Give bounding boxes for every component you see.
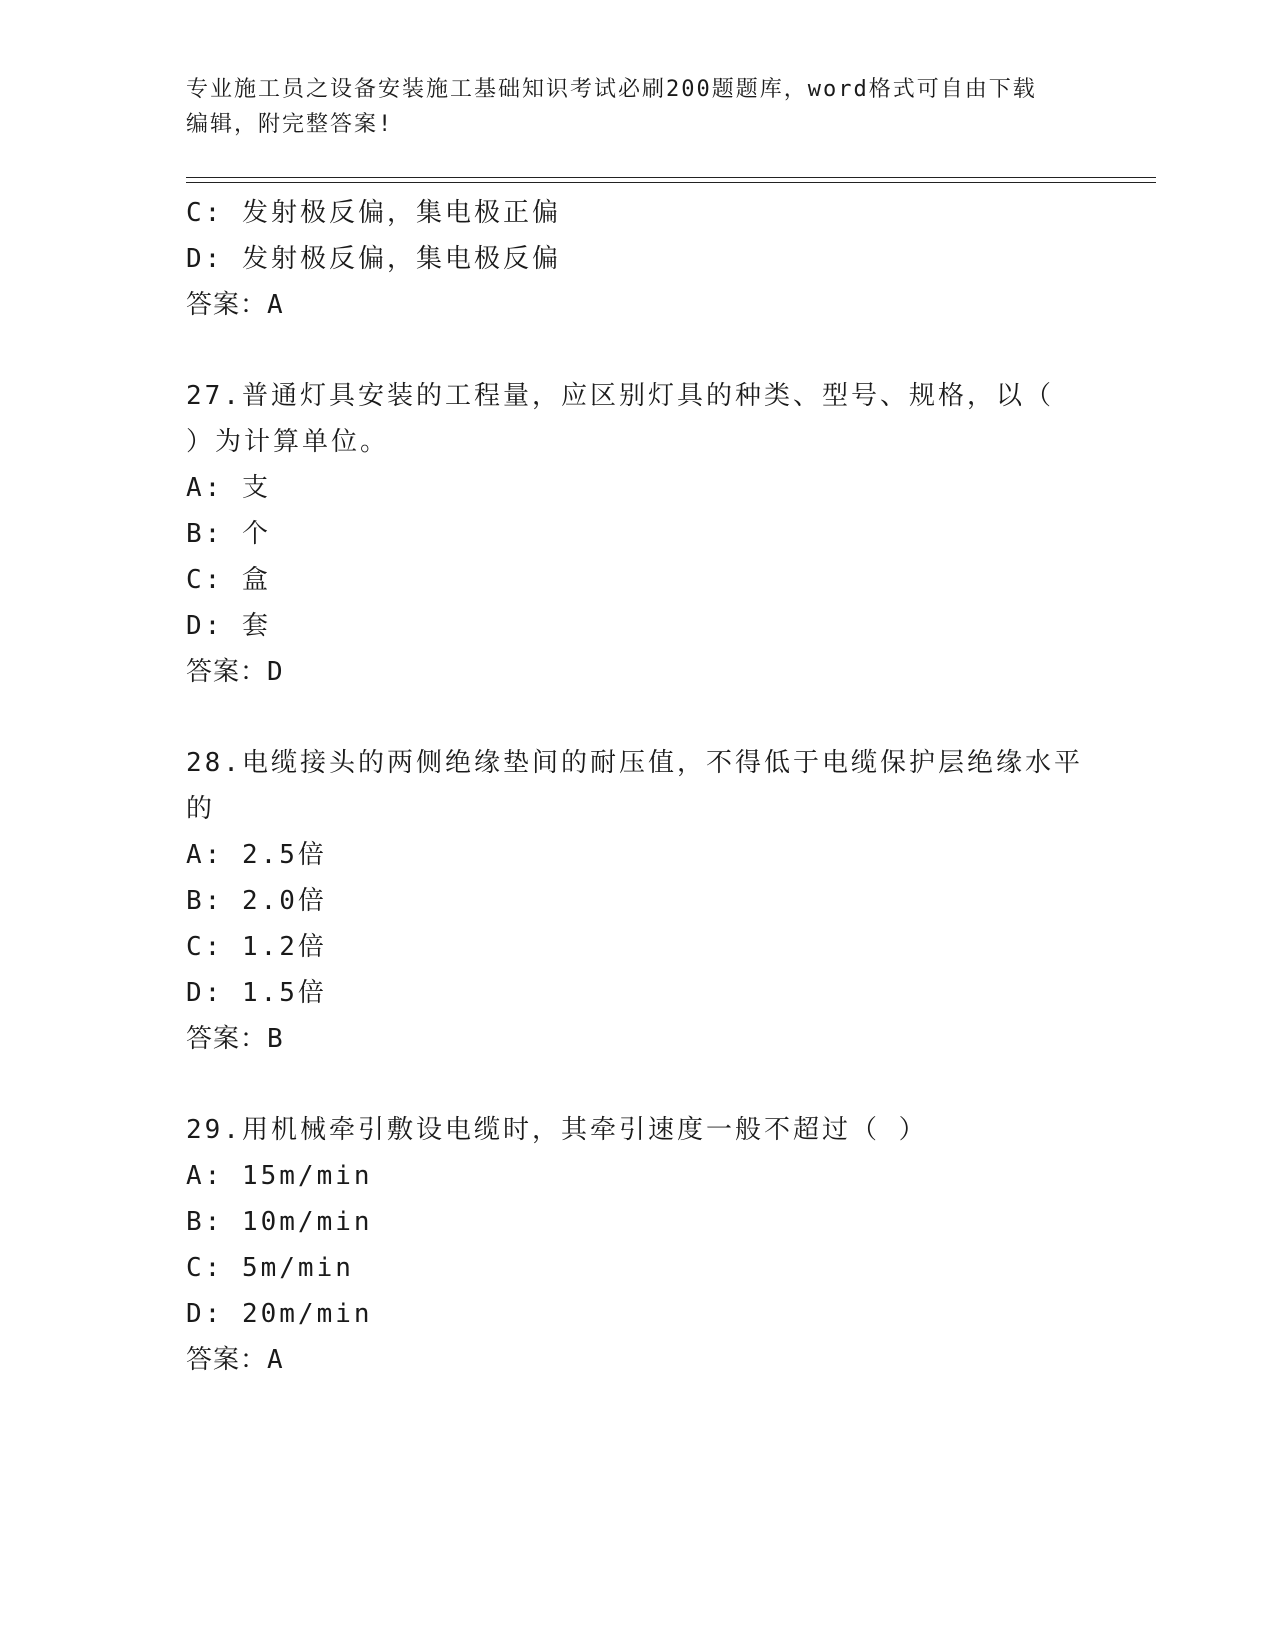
option-d: D: 20m/min [186, 1299, 373, 1329]
option-a: A: 2.5倍 [186, 840, 327, 870]
answer-line: 答案：B [186, 1024, 284, 1054]
option-d: D: 套 [186, 611, 271, 641]
question-stem: 29.用机械牵引敷设电缆时，其牵引速度一般不超过（ ） [186, 1115, 928, 1145]
option-b: B: 2.0倍 [186, 886, 327, 916]
document-header [186, 72, 1066, 142]
question-stem-continued: ）为计算单位。 [186, 427, 390, 457]
question-29 [186, 1107, 1086, 1383]
question-27 [186, 373, 1086, 695]
header-line-2: 编辑，附完整答案! [186, 112, 394, 137]
answer-line: 答案：D [186, 657, 284, 687]
option-a: A: 支 [186, 473, 271, 503]
option-b: B: 个 [186, 519, 271, 549]
option-a: A: 15m/min [186, 1161, 373, 1191]
question-28 [186, 740, 1086, 1062]
answer-line: 答案：A [186, 290, 284, 320]
question-stem: 28.电缆接头的两侧绝缘垫间的耐压值，不得低于电缆保护层绝缘水平 [186, 748, 1083, 778]
option-c: C: 5m/min [186, 1253, 354, 1283]
option-c: C: 盒 [186, 565, 271, 595]
answer-line: 答案：A [186, 1345, 284, 1375]
question-stem-continued: 的 [186, 794, 216, 824]
question-stem: 27.普通灯具安装的工程量，应区别灯具的种类、型号、规格，以（ [186, 381, 1054, 411]
document-body [186, 190, 1086, 1383]
option-d: D: 发射极反偏，集电极反偏 [186, 244, 561, 274]
option-c: C: 1.2倍 [186, 932, 327, 962]
header-line-1: 专业施工员之设备安装施工基础知识考试必刷200题题库，word格式可自由下载 [186, 77, 1037, 102]
spacer [186, 1062, 1086, 1107]
header-divider-bottom [186, 182, 1156, 183]
header-divider-top [186, 177, 1156, 178]
question-continuation [186, 190, 1086, 328]
option-c: C: 发射极反偏，集电极正偏 [186, 198, 561, 228]
option-b: B: 10m/min [186, 1207, 373, 1237]
option-d: D: 1.5倍 [186, 978, 327, 1008]
spacer [186, 328, 1086, 373]
spacer [186, 695, 1086, 740]
